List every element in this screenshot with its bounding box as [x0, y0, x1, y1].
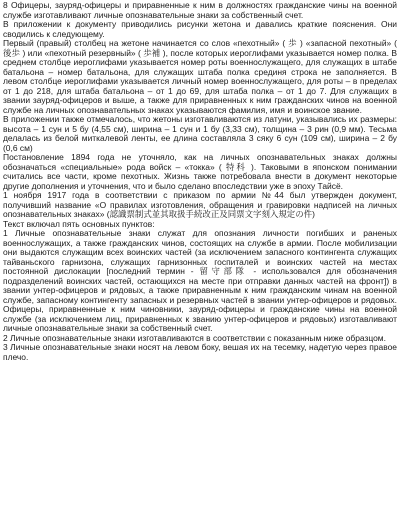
- paragraph-point-2: 2 Личные опознавательные знаки изготавливаются в соответствии с показанным ниже образцом.: [3, 332, 386, 343]
- paragraph-point-3: 3 Личные опознавательные знаки носят на левом боку, вешая их на тесемку, надетую через правое плечо.: [3, 342, 397, 362]
- paragraph-special-branches: Постановление 1894 года не уточняло, как на личных опознавательных знаках должны обозначаться «специальные» рода войск – «токка» ( 特科 ). Таковыми в японском понимании считались все части, кроме пехотных. Жизнь также потребовала внести в документ некоторые другие дополнения и уточнения, что и было сделано впоследствии уже в эпоху Тайсё.: [3, 152, 397, 191]
- paragraph-token-dimensions: В приложении также отмечалось, что жетоны изготавливаются из латуни, указывались их размеры: высота – 1 сун и 5 бу (4,55 см), ширина – 1 сун и 1 бу (3,33 см), толщина – 3 рин (0,9 мм). Тесьма делалась из белой миткалевой ленты, ее длина составляла 3 сяку 6 сун (109 см), ширина – 2 бу (0,6 см): [3, 114, 397, 153]
- paragraph-appendix-intro: В приложении к документу приводились рисунки жетона и давались краткие пояснения. Они сводились к следующему.: [3, 19, 397, 39]
- paragraph-officers-own-expense: 8 Офицеры, зауряд-офицеры и приравненные к ним в должностях гражданские чины на военной службе изготавливают личные опознавательные знаки за собственный счет.: [3, 0, 397, 20]
- paragraph-order-1917: 1 ноября 1917 года в соответствии с приказом по армии №44 был утвержден документ, получивший название «О правилах изготовления, обращения и гравировки надписей на личных опознавательных знаках» (認識票制式並其取扱手続改正及同票文字刻入規定の件): [3, 190, 397, 219]
- paragraph-token-columns: Первый (правый) столбец на жетоне начинается со слов «пехотный» ( 歩 ) «запасной пехотный» ( 後歩 ) или «пехотный резервный» ( 歩補 ), после которых иероглифами указывается номер полка. В среднем столбце иероглифами указывается номер роты военнослужащего, для служащих в штабе батальона – номер батальона, для служащих штаба полка срединя строка не заполняется. В левом столбце иероглифами указывается личный номер военнослужащего, для роты – в пределах от 1 до 218, для штаба батальона – от 1 до 69, для штаба полка – от 1 до 7. Для служащих в звании зауряд-офицеров и выше, а также для приравненных к ним гражданских чинов на военной службе на личных опознавательных знаках указываются фамилия, имя и воинское звание.: [3, 38, 397, 115]
- paragraph-five-points: Текст включал пять основных пунктов:: [3, 218, 155, 229]
- paragraph-point-1: 1 Личные опознавательные знаки служат для опознания личности погибших и раненых военнослужащих, а также гражданских чинов, состоящих на службе в армии. После мобилизации они выдаются служащим всех воинских частей (за исключением запасного контингента служащих тайваньского гарнизона, служащих гарнизонных госпиталей и воинских частей на местах постоянной дислокации [последний термин - 留守部隊 - использовался для обозначения подразделений воинских частей, остающихся на месте при отправки данных частей на фронт]) в звании унтер-офицеров и рядовых, а также приравненным к ним гражданским чинам на военной службе, запасному контингенту запасных и резервных частей в звании унтер-офицеров и рядовых. Офицеры, приравненные к ним чиновники, зауряд-офицеры и гражданские чины на военной службе (за исключением лиц, приравненных к званию унтер-офицеров и рядовых) изготавливают личные опознавательные знаки за собственный счет.: [3, 228, 397, 333]
